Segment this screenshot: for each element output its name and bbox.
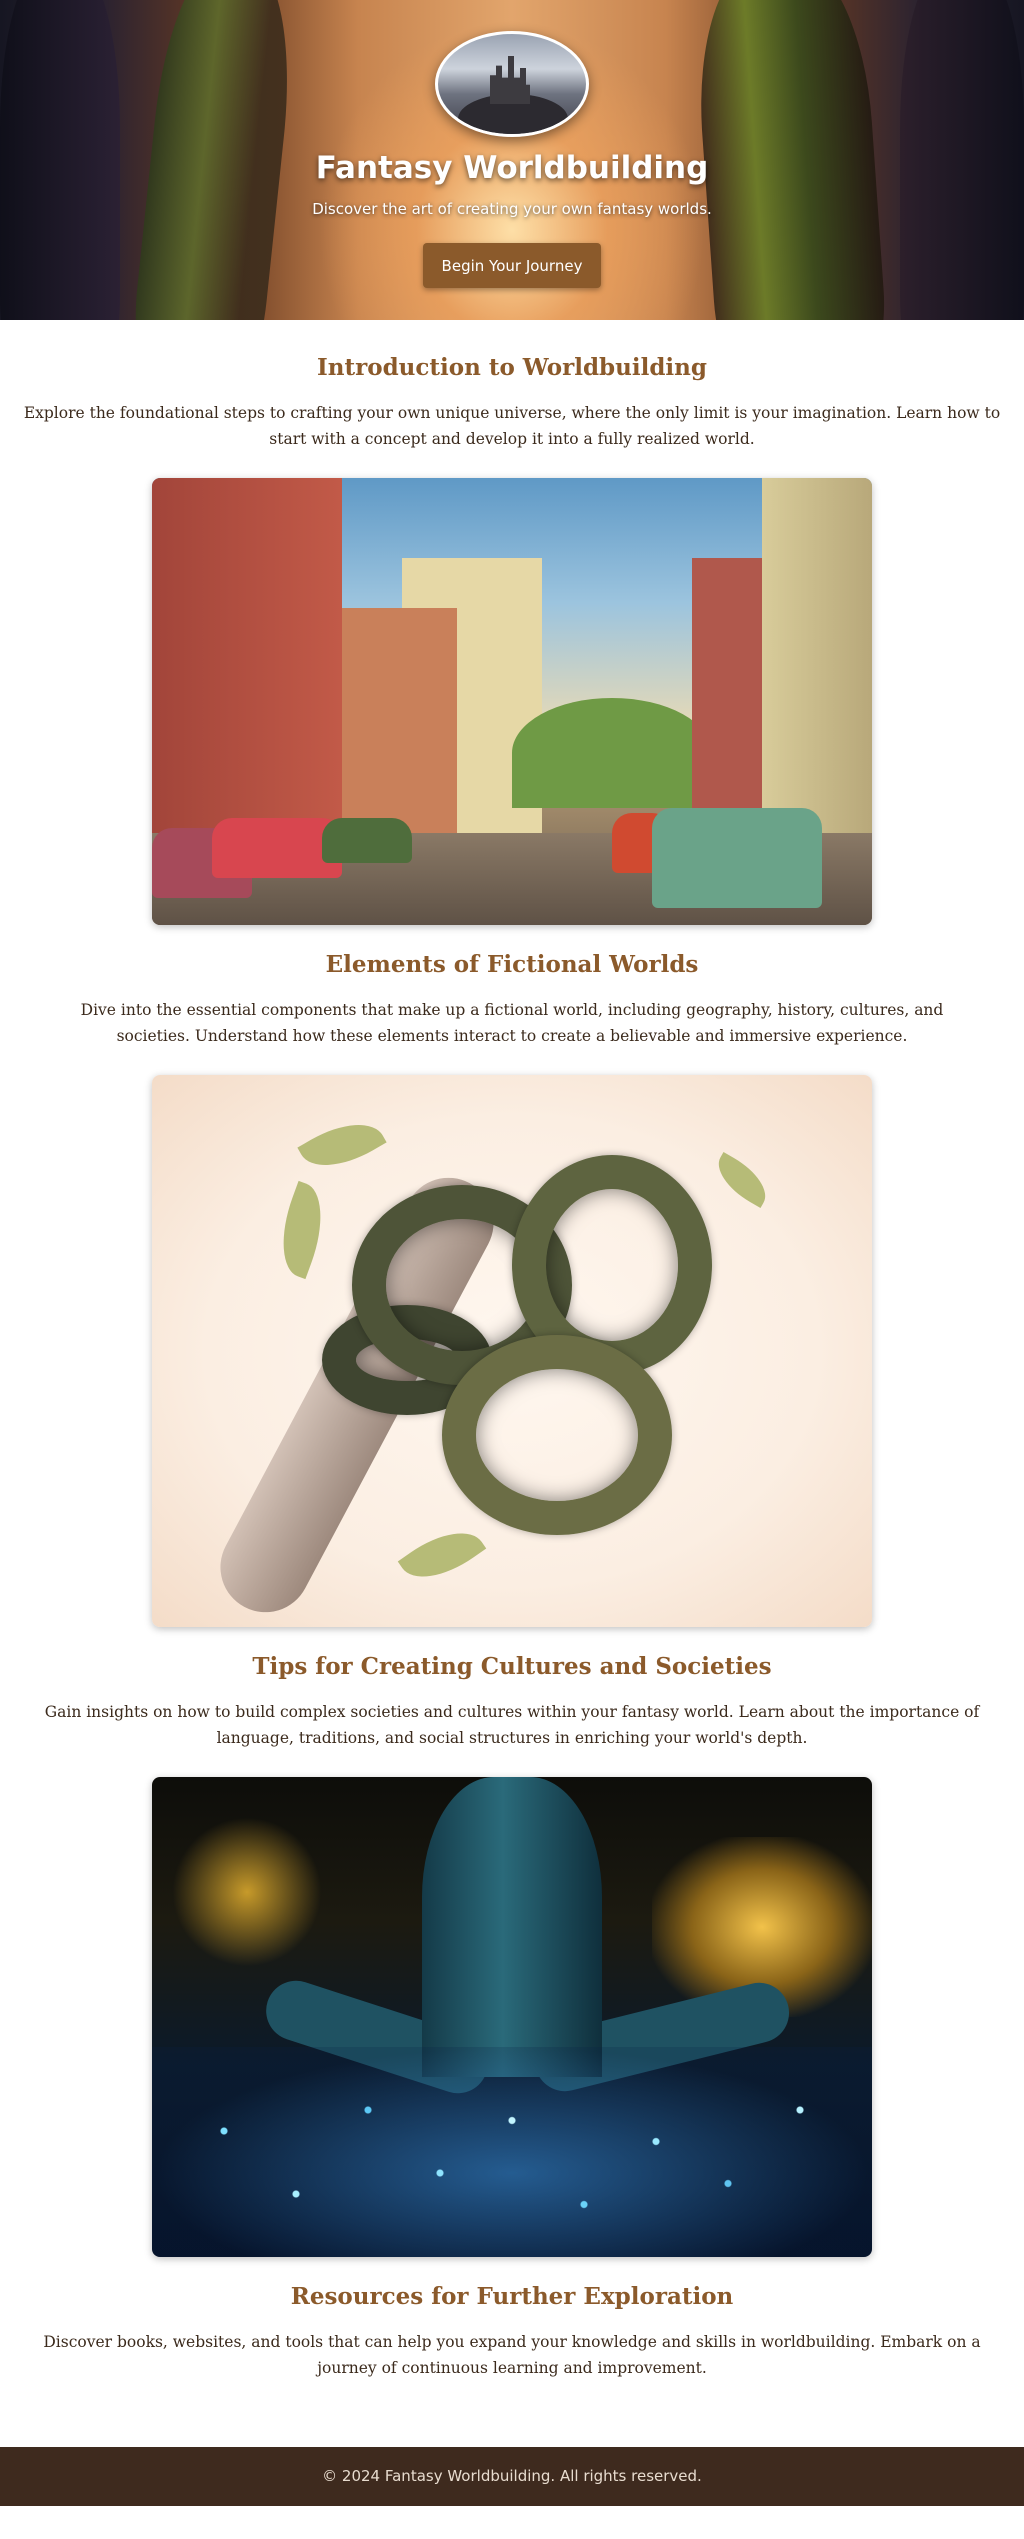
- leaf-shape: [709, 1152, 776, 1208]
- section-title: Tips for Creating Cultures and Societies: [252, 1653, 772, 1680]
- street-building: [342, 608, 457, 838]
- leaf-shape: [398, 1516, 486, 1595]
- section-cultures: [0, 1627, 1024, 2257]
- street-car: [652, 808, 822, 908]
- section-text: Discover books, websites, and tools that can help you expand your knowledge and skills in worldbuilding. Embark on a journey of continuous learning and improvement.: [43, 2333, 981, 2377]
- section-resources: [0, 2257, 1024, 2447]
- section-text: Explore the foundational steps to crafting your own unique universe, where the only limit is your imagination. Learn how to start with a concept and develop it into a fully realized world.: [23, 404, 1001, 448]
- page-title: Fantasy Worldbuilding: [315, 150, 709, 186]
- glowing-tree-image: [152, 1777, 872, 2257]
- street-hill: [512, 698, 712, 808]
- hero-banner: [0, 0, 1024, 320]
- section-title: Introduction to Worldbuilding: [317, 354, 707, 381]
- copyright-text: © 2024 Fantasy Worldbuilding. All rights reserved.: [322, 2467, 702, 2485]
- street-building: [152, 478, 342, 838]
- glowing-mushroom-field: [152, 2047, 872, 2257]
- section-introduction: [0, 320, 1024, 925]
- castle-logo-image: [435, 31, 589, 137]
- leaf-shape: [268, 1181, 336, 1279]
- section-title: Elements of Fictional Worlds: [325, 951, 699, 978]
- street-car: [322, 818, 412, 863]
- hero-content: [0, 0, 1024, 320]
- section-title: Resources for Further Exploration: [290, 2283, 734, 2310]
- section-elements: [0, 925, 1024, 1627]
- page-footer: [0, 2447, 1024, 2506]
- background-light: [172, 1817, 322, 1967]
- section-text: Gain insights on how to build complex societies and cultures within your fantasy world. Learn about the importance of language, traditions, and social structures in enriching your world's depth.: [44, 1703, 980, 1747]
- logo-castle-shape: [490, 56, 530, 104]
- tree-trunk: [422, 1777, 602, 2077]
- section-text: Dive into the essential components that make up a fictional world, including geography, history, cultures, and societies. Understand how these elements interact to create a believable and immersive experience.: [80, 1001, 944, 1045]
- snake-coil: [442, 1335, 672, 1535]
- begin-journey-button[interactable]: Begin Your Journey: [423, 243, 601, 288]
- hero-subtitle: Discover the art of creating your own fantasy worlds.: [312, 200, 712, 218]
- vintage-street-image: [152, 478, 872, 925]
- snake-illustration-image: [152, 1075, 872, 1627]
- leaf-shape: [297, 1108, 386, 1183]
